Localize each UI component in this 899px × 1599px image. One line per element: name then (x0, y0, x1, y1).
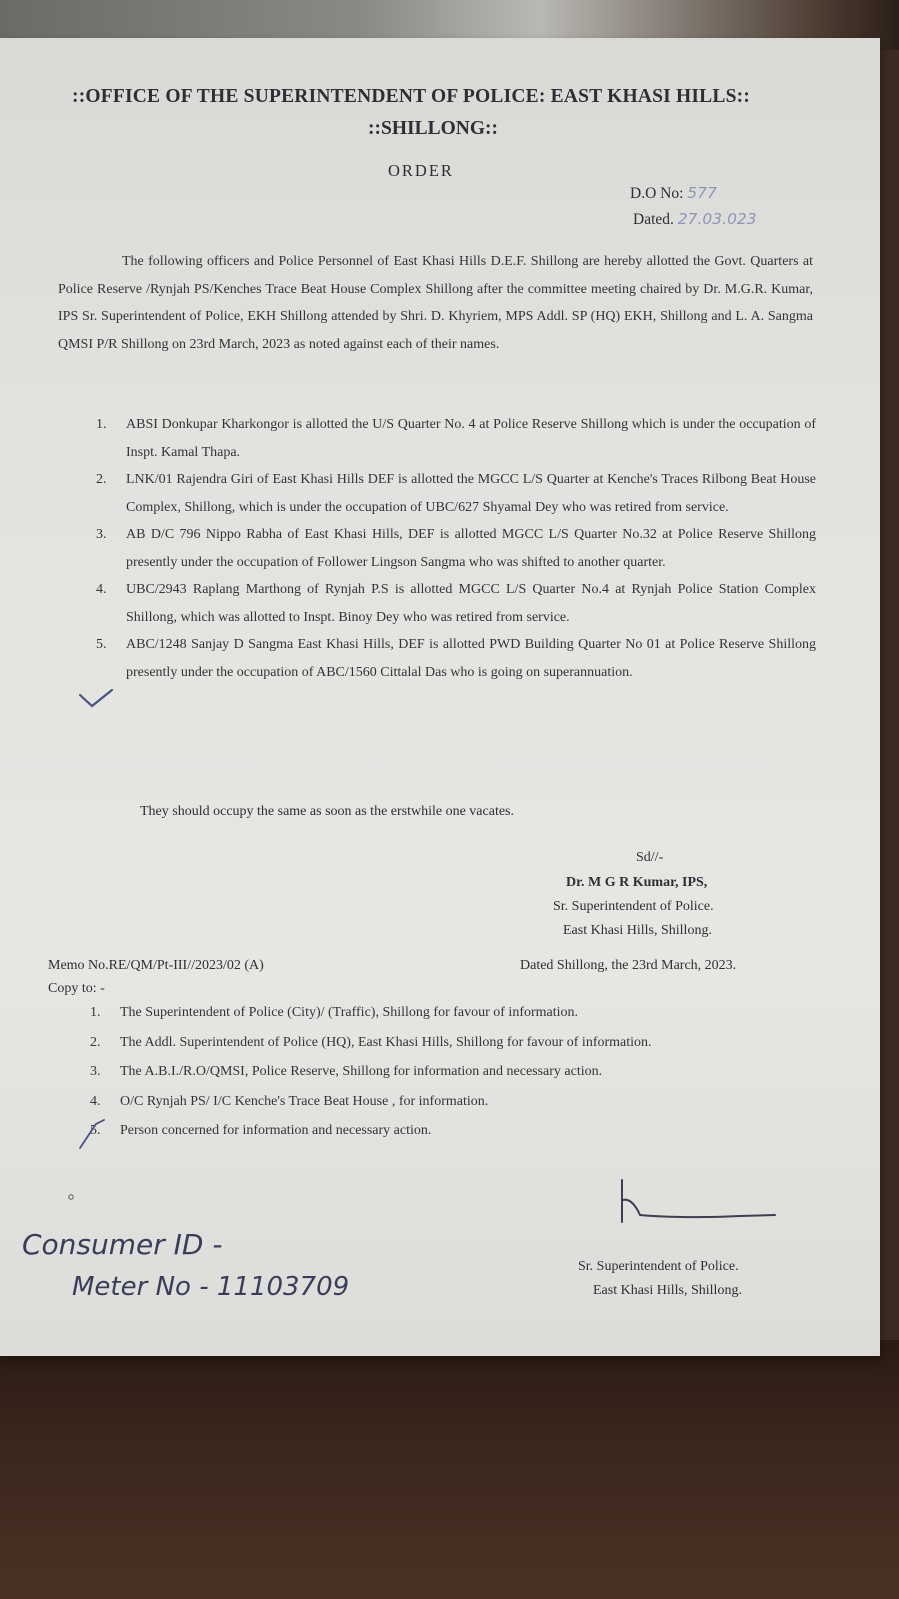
list-item-text: UBC/2943 Raplang Marthong of Rynjah P.S is allotted MGCC L/S Quarter No.4 at Rynjah Police Station Complex Shillong, which was allotted to Inspt. Binoy Dey who was retired from service. (126, 582, 816, 625)
footer-office: East Khasi Hills, Shillong. (593, 1283, 742, 1298)
order-heading: ORDER (388, 161, 454, 180)
copy-item-text: O/C Rynjah PS/ I/C Kenche's Trace Beat House , for information. (120, 1093, 489, 1109)
copy-item-text: The Addl. Superintendent of Police (HQ), East Khasi Hills, Shillong for favour of information. (120, 1034, 652, 1050)
list-item-number: 5. (96, 637, 107, 652)
do-number-label: D.O No: (630, 185, 684, 202)
office-title-location: ::SHILLONG:: (368, 118, 499, 139)
copy-item-number: 5. (90, 1123, 101, 1138)
signatory-name: Dr. M G R Kumar, IPS, (566, 875, 708, 890)
memo-date: Dated Shillong, the 23rd March, 2023. (520, 958, 737, 973)
copy-item-text: Person concerned for information and necessary action. (120, 1123, 432, 1138)
list-item-number: 1. (96, 417, 107, 432)
copy-item-text: The A.B.I./R.O/QMSI, Police Reserve, Shillong for information and necessary action. (120, 1064, 603, 1079)
copy-item-number: 1. (90, 1005, 101, 1020)
signed-mark: Sd//- (636, 850, 664, 865)
tick-mark-item5 (80, 690, 112, 706)
ink-dot (69, 1195, 73, 1199)
copy-item-number: 3. (90, 1064, 101, 1079)
occupy-note: They should occupy the same as soon as the erstwhile one vacates. (140, 804, 515, 819)
list-item-number: 2. (96, 472, 107, 487)
copy-item-number: 4. (90, 1093, 101, 1109)
handwritten-meter-no: Meter No - 11103709 (72, 1272, 350, 1302)
handwritten-consumer-id: Consumer ID - (22, 1228, 223, 1261)
order-date-value: 27.03.023 (677, 210, 757, 228)
copy-item-text: The Superintendent of Police (City)/ (Traffic), Shillong for favour of information. (120, 1005, 579, 1020)
list-item-number: 4. (96, 582, 107, 597)
do-number-value: 577 (687, 184, 717, 202)
list-item-text: LNK/01 Rajendra Giri of East Khasi Hills DEF is allotted the MGCC L/S Quarter at Kenche's Traces Rilbong Beat House Complex, Shillong, which is under the occupation of UBC/627 Shyamal Dey who was retired from service. (126, 472, 816, 515)
signature-scribble (622, 1180, 775, 1222)
signatory-office: East Khasi Hills, Shillong. (563, 923, 712, 938)
list-item-text: ABC/1248 Sanjay D Sangma East Khasi Hills, DEF is allotted PWD Building Quarter No 01 at Police Reserve Shillong presently under the occupation of ABC/1560 Cittalal Das who is going on superannuation. (126, 637, 816, 680)
office-title: ::OFFICE OF THE SUPERINTENDENT OF POLICE: EAST KHASI HILLS:: (72, 86, 751, 107)
signatory-designation: Sr. Superintendent of Police. (553, 899, 714, 914)
memo-number: Memo No.RE/QM/Pt-III//2023/02 (A) (48, 958, 264, 973)
list-item-text: ABSI Donkupar Kharkongor is allotted the U/S Quarter No. 4 at Police Reserve Shillong which is under the occupation of Inspt. Kamal Thapa. (126, 417, 816, 460)
copy-item-number: 2. (90, 1034, 101, 1050)
copy-to-label: Copy to: - (48, 981, 105, 996)
order-date-label: Dated. (633, 211, 674, 228)
list-item-text: AB D/C 796 Nippo Rabha of East Khasi Hills, DEF is allotted MGCC L/S Quarter No.32 at Police Reserve Shillong presently under the occupation of Follower Lingson Sangma who was shifted to another quarter. (126, 527, 816, 570)
tick-mark-copy5 (80, 1120, 104, 1148)
list-item-number: 3. (96, 527, 107, 542)
intro-text: The following officers and Police Personnel of East Khasi Hills D.E.F. Shillong are hereby allotted the Govt. Quarters at Police Reserve /Rynjah PS/Kenches Trace Beat House Complex Shillong after the committee meeting chaired by Dr. M.G.R. Kumar, IPS Sr. Superintendent of Police, EKH Shillong attended by Shri. D. Khyriem, MPS Addl. SP (HQ) EKH, Shillong and L. A. Sangma QMSI P/R Shillong on 23rd March, 2023 as noted against each of their names. (58, 254, 813, 352)
footer-designation: Sr. Superintendent of Police. (578, 1259, 739, 1274)
